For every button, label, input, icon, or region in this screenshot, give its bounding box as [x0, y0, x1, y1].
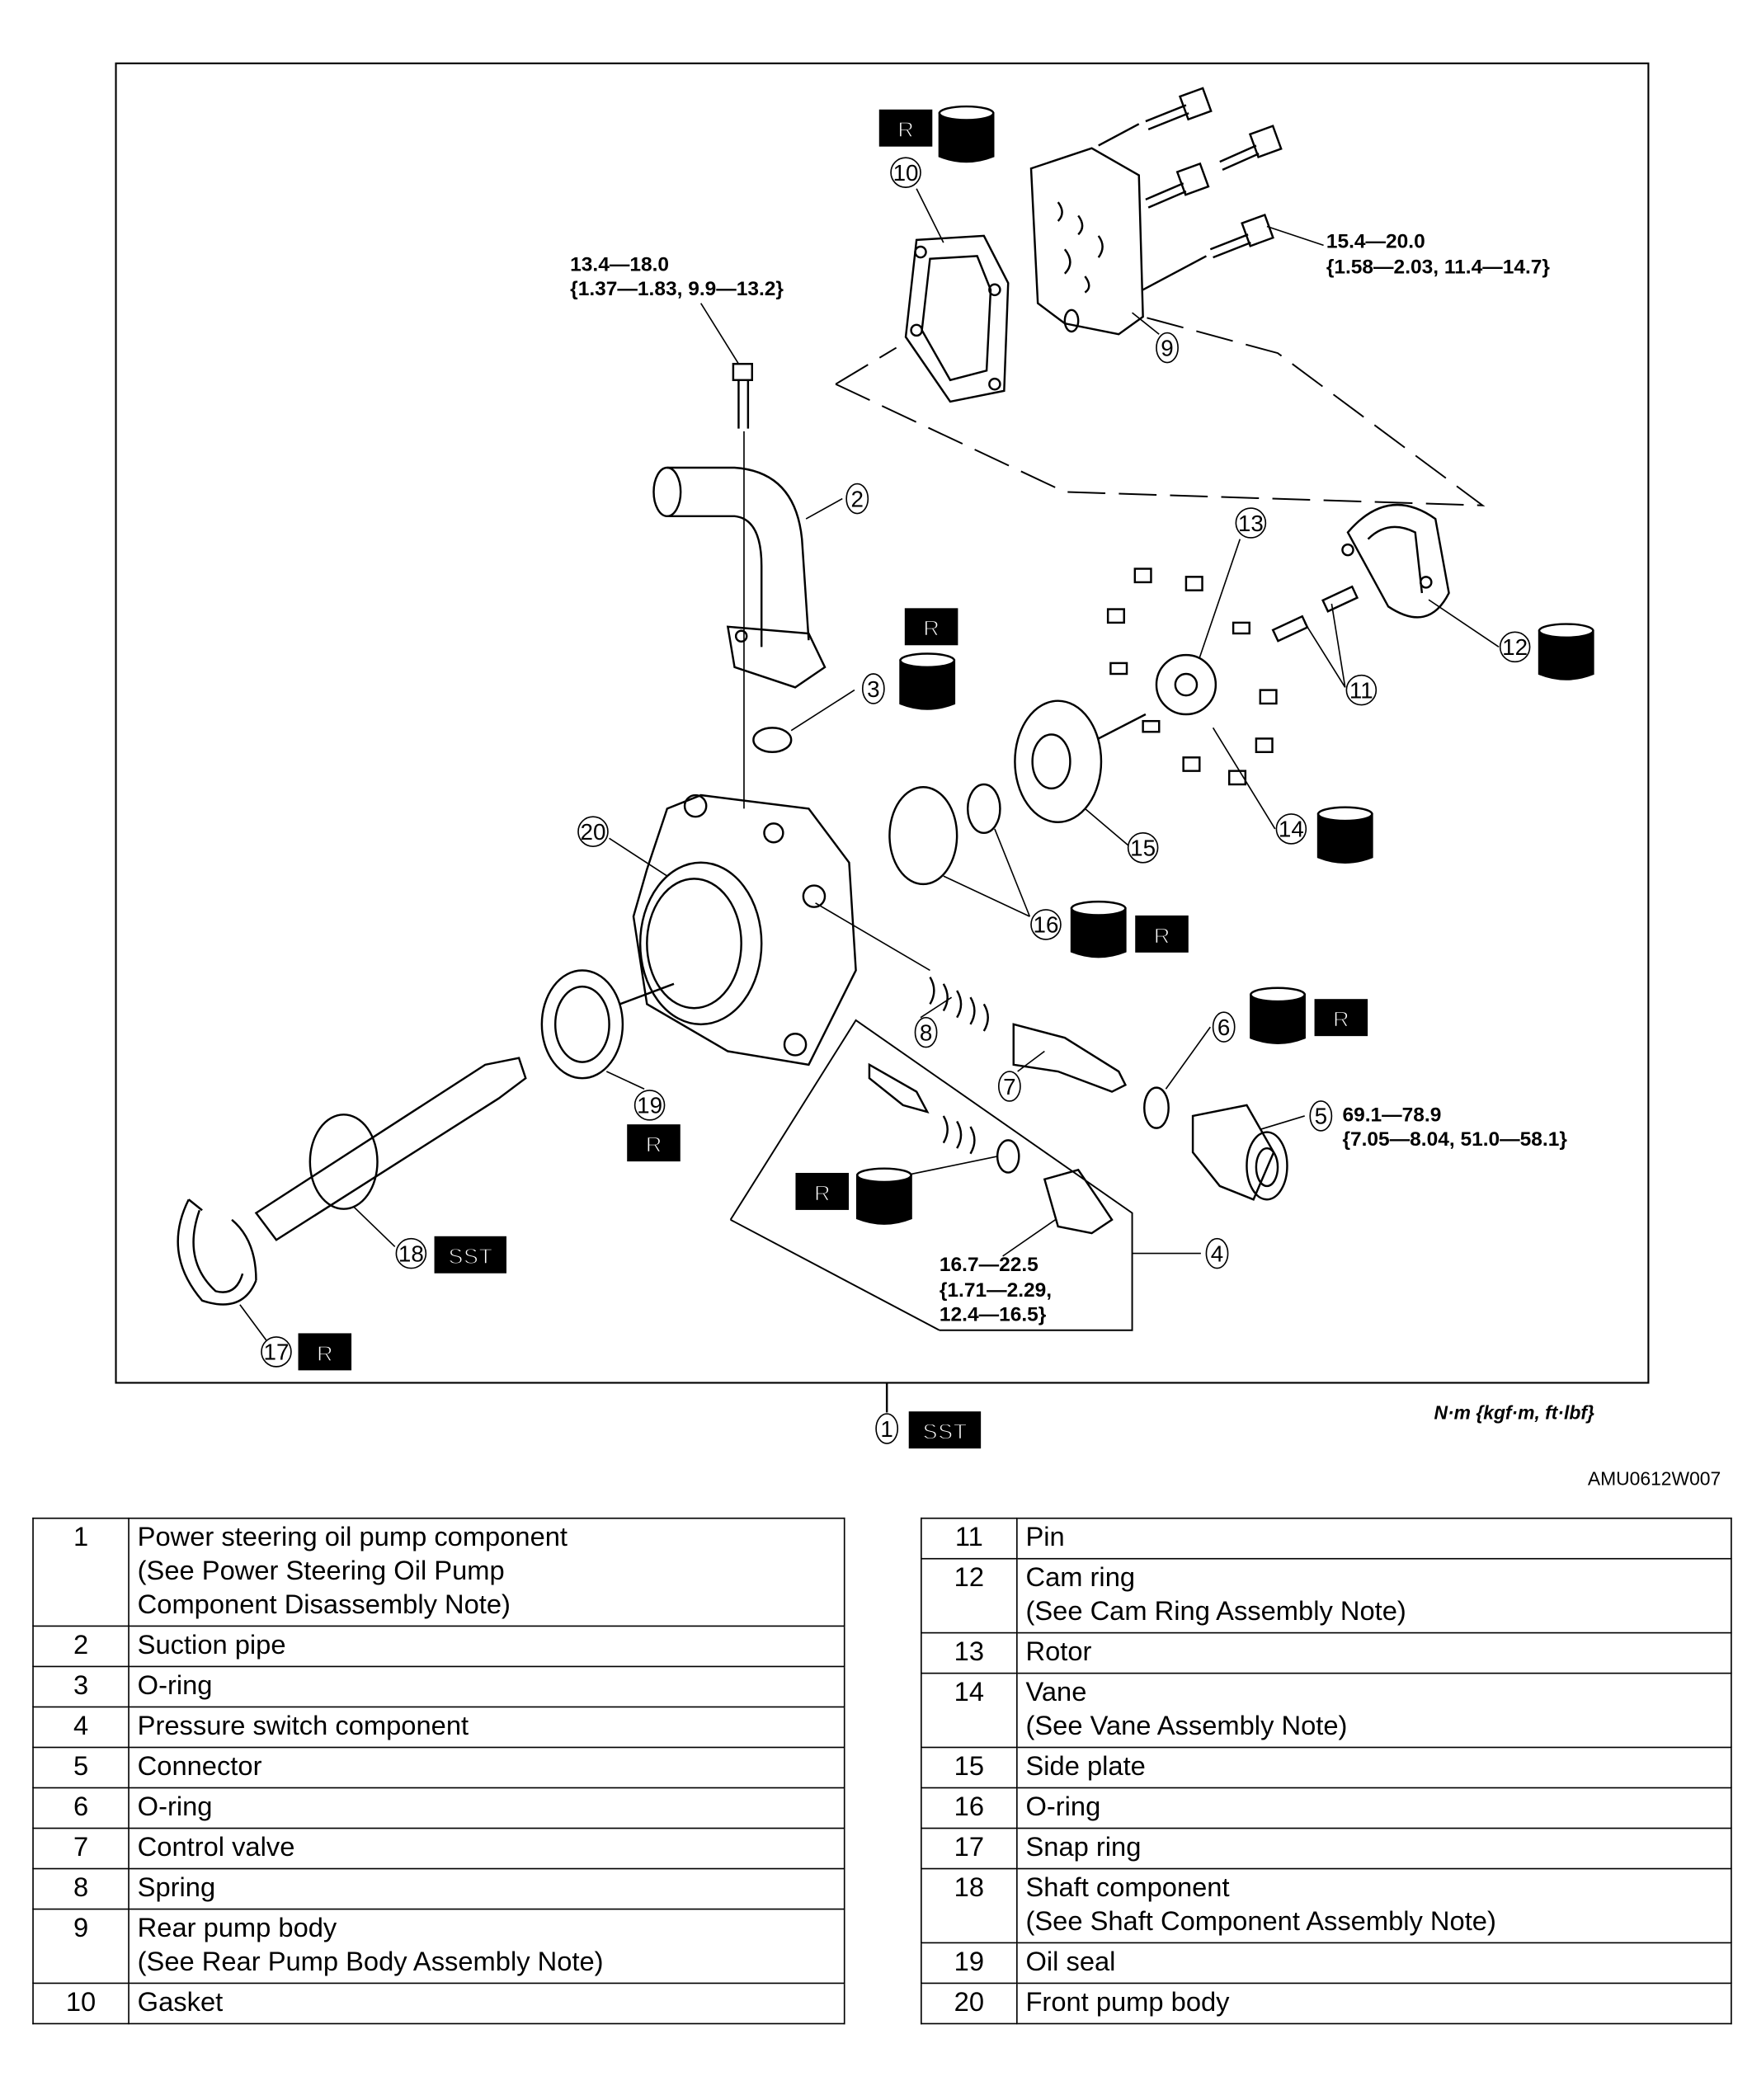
atf-fluid-icon [1250, 988, 1304, 1043]
shaft-part [256, 1058, 525, 1241]
front-pump-body-part [633, 795, 856, 1065]
svg-text:6: 6 [1217, 1014, 1231, 1040]
description-line: Gasket [137, 1988, 224, 2018]
description-line: Vane [1025, 1678, 1087, 1708]
description-line: (See Cam Ring Assembly Note) [1025, 1597, 1406, 1627]
part-description [1017, 1559, 1731, 1633]
description-line: Connector [137, 1752, 262, 1782]
part-description [129, 1869, 845, 1909]
o-ring-16a [889, 787, 957, 884]
callout-1 [876, 1414, 897, 1443]
svg-text:ATF: ATF [1332, 837, 1358, 853]
svg-text:R: R [316, 1340, 333, 1367]
table-row [921, 1559, 1731, 1633]
callout-13 [1236, 508, 1265, 538]
description-line: (See Vane Assembly Note) [1025, 1712, 1348, 1742]
svg-text:R: R [813, 1179, 831, 1206]
torque-suction-bolt-nm: 13.4—18.0 [570, 253, 670, 276]
table-row [921, 1674, 1731, 1748]
description-line: Rear pump body [137, 1914, 337, 1944]
replace-badge [1316, 1000, 1367, 1034]
callout-4 [1206, 1239, 1227, 1269]
part-number: 16 [921, 1788, 1017, 1829]
svg-text:R: R [1153, 922, 1170, 949]
sst-badge [436, 1237, 506, 1272]
svg-text:1: 1 [880, 1415, 893, 1442]
o-ring-small [997, 1140, 1019, 1172]
callout-5 [1310, 1101, 1331, 1131]
callout-16 [1031, 910, 1061, 939]
suction-pipe-part [653, 431, 825, 809]
svg-text:ATF: ATF [1553, 654, 1579, 670]
torque-rear-bolt-nm: 15.4—20.0 [1326, 230, 1425, 253]
description-line: O-ring [137, 1671, 213, 1702]
rear-pump-body-part [1031, 148, 1143, 334]
replace-badge [1136, 916, 1187, 951]
part-number: 2 [33, 1626, 129, 1666]
description-line: Component Disassembly Note) [137, 1590, 511, 1621]
torque-connector-nm: 69.1—78.9 [1342, 1104, 1442, 1127]
part-description [1017, 1633, 1731, 1674]
table-row [33, 1788, 845, 1829]
gasket-part [906, 236, 1008, 402]
description-line: Snap ring [1025, 1833, 1142, 1863]
part-description [1017, 1942, 1731, 1983]
svg-text:5: 5 [1314, 1103, 1328, 1129]
table-row [33, 1983, 845, 2023]
description-line: (See Shaft Component Assembly Note) [1025, 1907, 1496, 1938]
part-description [1017, 1747, 1731, 1787]
leader-lines [240, 189, 1499, 1341]
description-line: Shaft component [1025, 1873, 1230, 1904]
parts-table-left [32, 1518, 845, 2024]
callout-7 [999, 1071, 1020, 1101]
replace-badge [299, 1335, 351, 1369]
cam-ring-part [1342, 505, 1448, 617]
table-row [33, 1747, 845, 1787]
side-plate-part [1015, 701, 1145, 822]
torque-unit-label: N·m {kgf·m, ft·lbf} [1434, 1401, 1594, 1424]
callout-20 [578, 817, 608, 846]
part-number: 7 [33, 1829, 129, 1869]
svg-text:SST: SST [922, 1419, 968, 1445]
control-valve-part [1014, 1024, 1126, 1092]
svg-text:R: R [897, 116, 915, 143]
atf-fluid-icon [901, 653, 954, 709]
part-description [129, 1788, 845, 1829]
atf-fluid-icon [1071, 902, 1125, 957]
description-line: Oil seal [1025, 1947, 1116, 1978]
callout-18 [396, 1239, 426, 1269]
callout-6 [1213, 1012, 1235, 1042]
part-description [1017, 1829, 1731, 1869]
part-description [129, 1747, 845, 1787]
part-number: 15 [921, 1747, 1017, 1787]
replace-badge [906, 610, 957, 644]
part-number: 13 [921, 1633, 1017, 1674]
description-line: Power steering oil pump component [137, 1523, 568, 1553]
table-row [921, 1747, 1731, 1787]
part-description [129, 1626, 845, 1666]
svg-text:18: 18 [398, 1241, 424, 1267]
description-line: Spring [137, 1873, 216, 1904]
description-line: (See Rear Pump Body Assembly Note) [137, 1947, 604, 1978]
svg-text:ATF: ATF [954, 136, 979, 152]
atf-fluid-icon [1539, 624, 1593, 680]
table-row [921, 1518, 1731, 1559]
description-line: Front pump body [1025, 1988, 1230, 2018]
svg-text:13: 13 [1237, 510, 1264, 536]
bolts [733, 88, 1281, 429]
svg-text:R: R [645, 1132, 662, 1158]
callout-17 [261, 1337, 291, 1367]
part-description [1017, 1869, 1731, 1943]
table-row [921, 1829, 1731, 1869]
part-description [1017, 1674, 1731, 1748]
o-ring-6 [1144, 1088, 1168, 1128]
part-number: 18 [921, 1869, 1017, 1943]
table-row [921, 1983, 1731, 2023]
svg-text:R: R [1332, 1006, 1349, 1033]
callout-11 [1346, 676, 1376, 705]
svg-text:16: 16 [1033, 911, 1059, 938]
svg-text:7: 7 [1003, 1073, 1016, 1099]
svg-text:10: 10 [892, 159, 919, 186]
svg-text:9: 9 [1161, 335, 1174, 361]
atf-fluid-icon [1318, 808, 1372, 863]
svg-text:20: 20 [580, 818, 606, 845]
part-number: 8 [33, 1869, 129, 1909]
replace-badge [797, 1174, 848, 1208]
o-ring-16b [968, 784, 1000, 833]
description-line: (See Power Steering Oil Pump [137, 1556, 505, 1587]
spring-part [930, 977, 987, 1031]
torque-connector-alt: {7.05—8.04, 51.0—58.1} [1342, 1128, 1567, 1151]
part-description [1017, 1788, 1731, 1829]
table-row [33, 1869, 845, 1909]
svg-text:17: 17 [263, 1339, 290, 1365]
description-line: Pressure switch component [137, 1712, 469, 1742]
table-row [921, 1633, 1731, 1674]
table-row [33, 1707, 845, 1747]
part-number: 10 [33, 1983, 129, 2023]
part-number: 9 [33, 1909, 129, 1984]
description-line: Cam ring [1025, 1563, 1136, 1594]
svg-text:11: 11 [1349, 677, 1373, 704]
callout-8 [915, 1018, 936, 1048]
part-number: 14 [921, 1674, 1017, 1748]
part-description [129, 1707, 845, 1747]
part-number: 4 [33, 1707, 129, 1747]
description-line: Side plate [1025, 1752, 1146, 1782]
svg-text:15: 15 [1130, 835, 1156, 861]
description-line: Control valve [137, 1833, 295, 1863]
part-description [129, 1983, 845, 2023]
part-description [129, 1829, 845, 1869]
svg-text:R: R [923, 615, 940, 642]
sst-badge [910, 1412, 980, 1447]
table-row [33, 1518, 845, 1627]
callout-3 [863, 674, 884, 704]
part-description [129, 1666, 845, 1707]
svg-text:14: 14 [1278, 816, 1304, 842]
table-row [921, 1942, 1731, 1983]
callout-10 [891, 158, 921, 187]
torque-switch-nm: 16.7—22.5 [939, 1253, 1038, 1276]
part-number: 11 [921, 1518, 1017, 1559]
description-line: Pin [1025, 1523, 1065, 1553]
figure-id: AMU0612W007 [1587, 1467, 1721, 1490]
part-number: 5 [33, 1747, 129, 1787]
table-row [921, 1788, 1731, 1829]
part-description [1017, 1983, 1731, 2023]
svg-text:19: 19 [637, 1092, 663, 1118]
svg-text:SST: SST [448, 1243, 493, 1269]
callout-19 [635, 1090, 665, 1120]
table-row [33, 1829, 845, 1869]
description-line: Suction pipe [137, 1631, 286, 1661]
rotor-vanes-part [1108, 569, 1276, 784]
description-line: O-ring [1025, 1792, 1101, 1823]
part-number: 1 [33, 1518, 129, 1627]
part-number: 19 [921, 1942, 1017, 1983]
o-ring-3 [753, 727, 791, 751]
torque-suction-bolt-alt: {1.37—1.83, 9.9—13.2} [570, 277, 784, 300]
oil-seal-part [542, 970, 674, 1078]
svg-text:12: 12 [1502, 634, 1528, 661]
parts-table-right [921, 1518, 1732, 2024]
part-description [129, 1909, 845, 1984]
torque-switch-alt1: {1.71—2.29, [939, 1278, 1053, 1302]
part-number: 12 [921, 1559, 1017, 1633]
table-row [921, 1869, 1731, 1943]
description-line: Rotor [1025, 1637, 1092, 1668]
svg-text:ATF: ATF [914, 684, 940, 699]
table-row [33, 1909, 845, 1984]
part-number: 3 [33, 1666, 129, 1707]
callout-14 [1276, 814, 1306, 844]
part-description [1017, 1518, 1731, 1559]
atf-fluid-icon [857, 1169, 911, 1224]
svg-text:3: 3 [867, 676, 880, 702]
svg-text:8: 8 [919, 1019, 933, 1046]
svg-text:ATF: ATF [1265, 1018, 1291, 1034]
svg-text:ATF: ATF [1086, 931, 1111, 947]
table-row [33, 1626, 845, 1666]
connector-part [1193, 1105, 1287, 1199]
table-row [33, 1666, 845, 1707]
callout-12 [1500, 632, 1530, 662]
part-description [129, 1518, 845, 1627]
part-number: 6 [33, 1788, 129, 1829]
description-line: O-ring [137, 1792, 213, 1823]
callout-15 [1128, 833, 1158, 863]
torque-rear-bolt-alt: {1.58—2.03, 11.4—14.7} [1326, 256, 1550, 279]
replace-badge [628, 1125, 679, 1160]
replace-badge [880, 111, 931, 145]
svg-text:2: 2 [850, 486, 864, 512]
part-number: 17 [921, 1829, 1017, 1869]
svg-text:4: 4 [1210, 1241, 1224, 1267]
torque-switch-alt2: 12.4—16.5} [939, 1303, 1047, 1326]
svg-text:ATF: ATF [871, 1198, 897, 1214]
snap-ring-part [178, 1199, 257, 1304]
callout-2 [846, 484, 868, 514]
atf-fluid-icon [940, 106, 993, 162]
part-number: 20 [921, 1983, 1017, 2023]
callout-9 [1156, 333, 1178, 363]
